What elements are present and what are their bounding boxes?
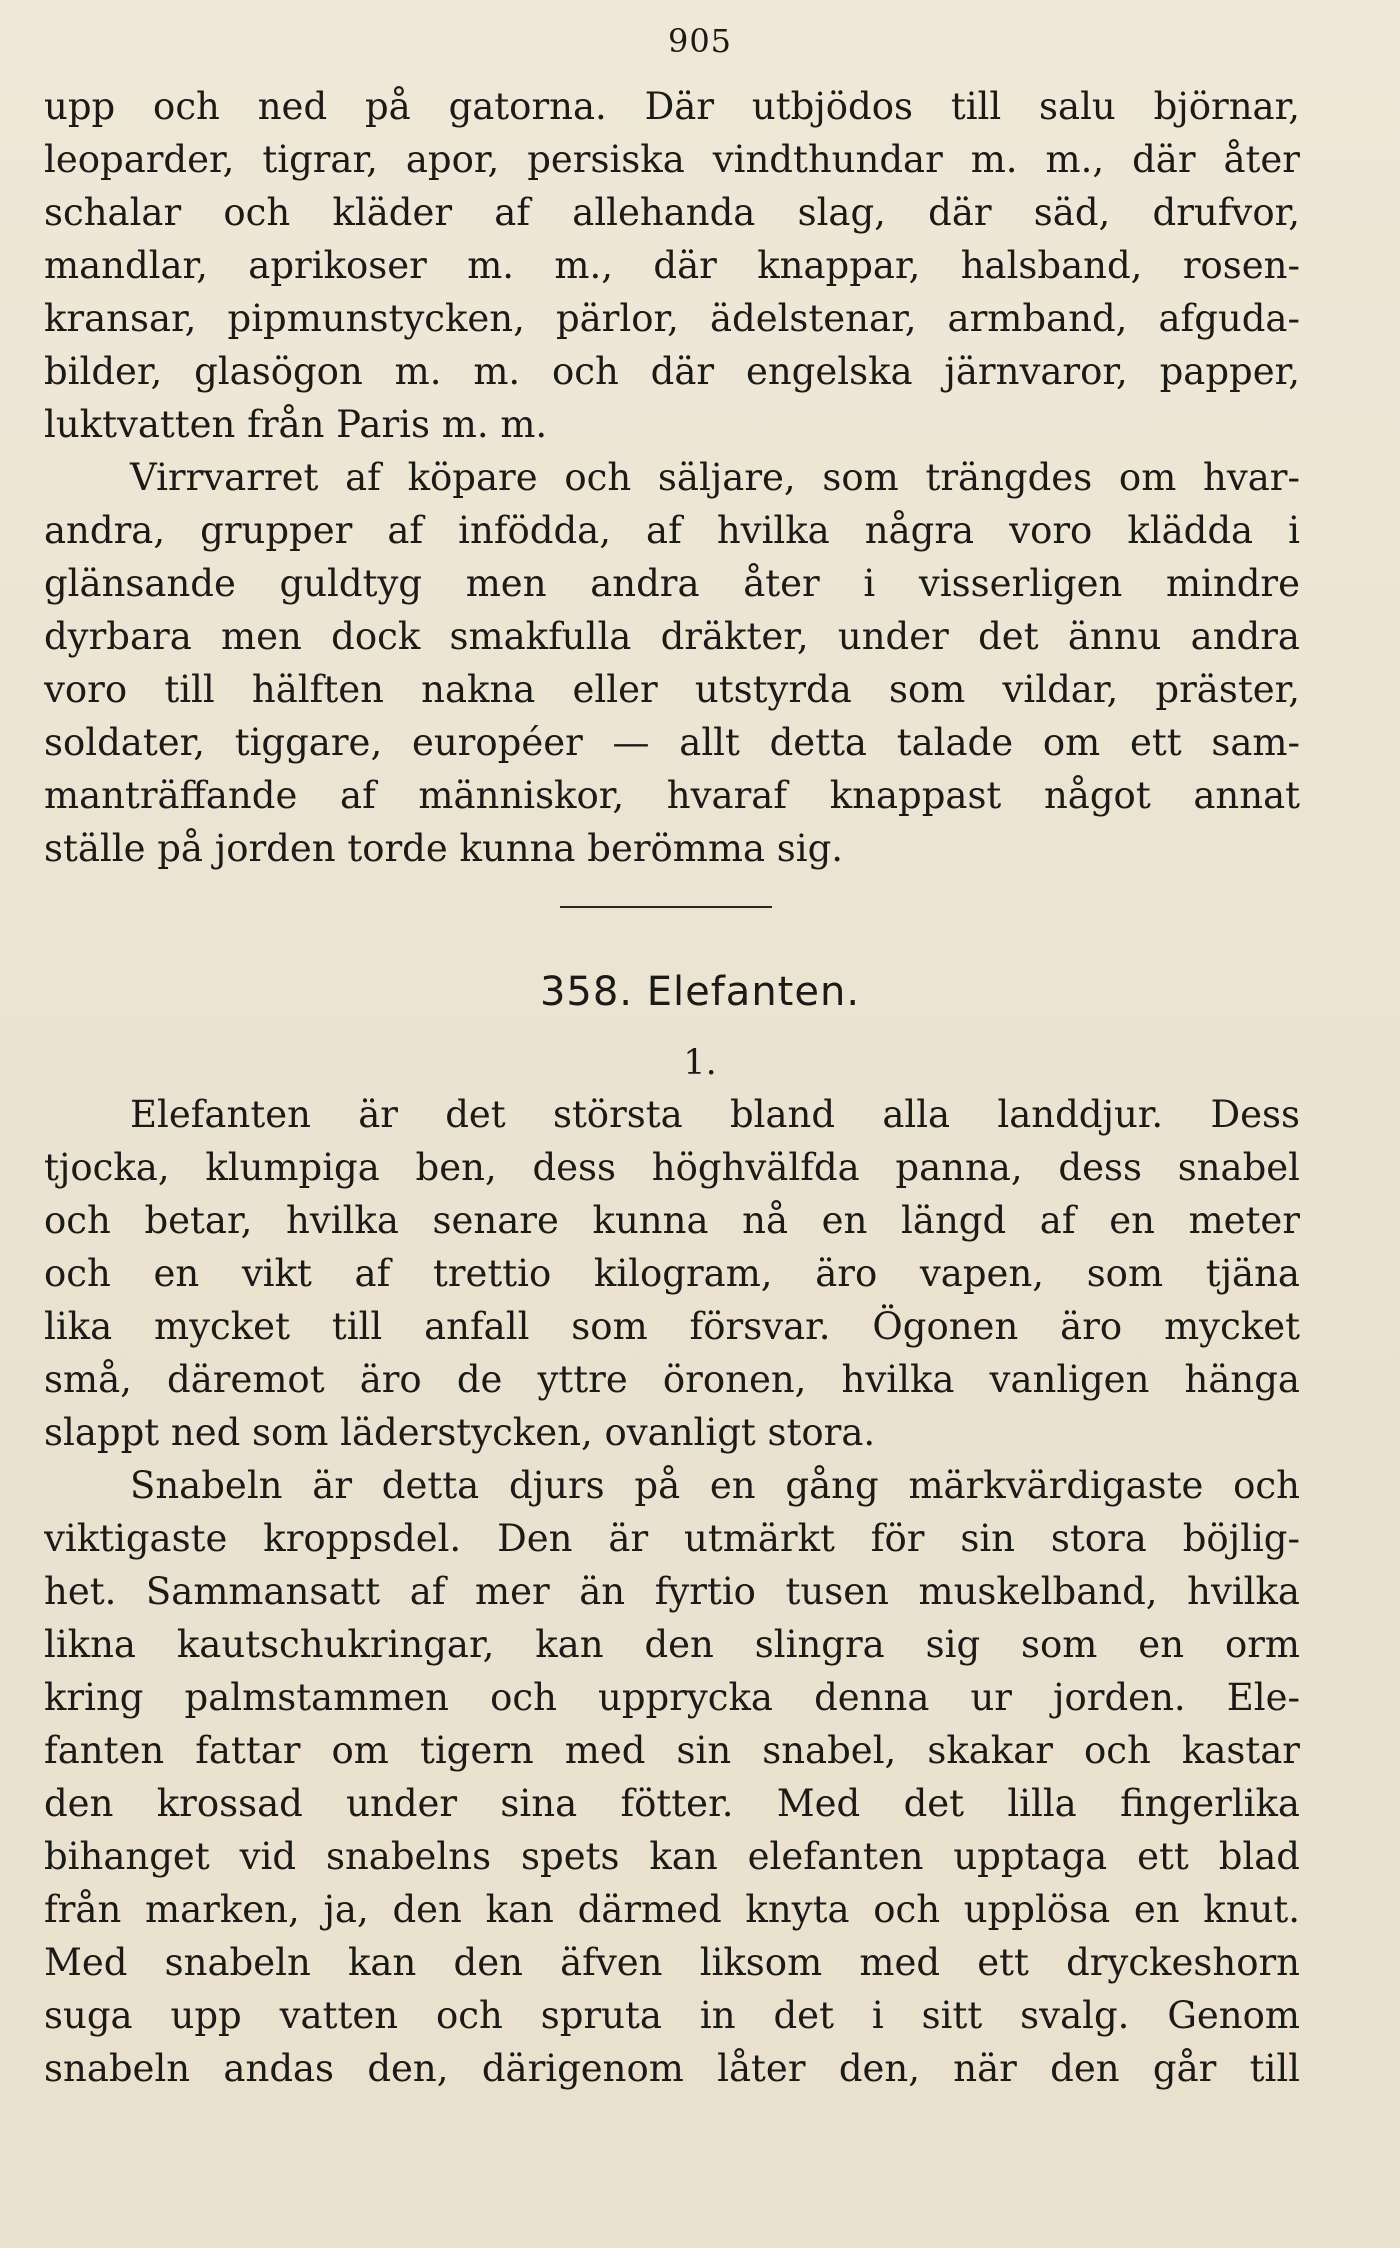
paragraph-market-goods bbox=[44, 80, 1300, 451]
text-line: kring palmstammen och upprycka denna ur jorden. Ele- bbox=[44, 1676, 1300, 1719]
text-line: luktvatten från Paris m. m. bbox=[44, 403, 548, 446]
section-text bbox=[44, 1088, 1300, 2095]
text-line: snabeln andas den, därigenom låter den, när den går till bbox=[44, 2047, 1300, 2090]
paragraph-trunk bbox=[44, 1459, 1300, 2095]
text-line: ställe på jorden torde kunna berömma sig. bbox=[44, 827, 844, 870]
text-line: bilder, glasögon m. m. och där engelska järnvaror, papper, bbox=[44, 350, 1300, 393]
text-line: från marken, ja, den kan därmed knyta och upplösa en knut. bbox=[44, 1888, 1300, 1931]
paragraph-elephant-body bbox=[44, 1088, 1300, 1459]
text-line: suga upp vatten och spruta in det i sitt svalg. Genom bbox=[44, 1994, 1300, 2037]
text-line: likna kautschukringar, kan den slingra sig som en orm bbox=[44, 1623, 1300, 1666]
text-line: och en vikt af trettio kilogram, äro vapen, som tjäna bbox=[44, 1252, 1300, 1295]
text-line: Snabeln är detta djurs på en gång märkvärdigaste och bbox=[130, 1464, 1300, 1507]
text-line: viktigaste kroppsdel. Den är utmärkt för sin stora böjlig- bbox=[44, 1517, 1300, 1560]
text-line: leoparder, tigrar, apor, persiska vindthundar m. m., där åter bbox=[44, 138, 1300, 181]
page-number: 905 bbox=[667, 22, 733, 60]
text-line: upp och ned på gatorna. Där utbjödos till salu björnar, bbox=[44, 85, 1300, 128]
text-line: glänsande guldtyg men andra åter i visserligen mindre bbox=[44, 562, 1300, 605]
section-subheading: 1. bbox=[683, 1043, 717, 1083]
text-line: lika mycket till anfall som försvar. Ögonen äro mycket bbox=[44, 1305, 1300, 1348]
text-line: andra, grupper af infödda, af hvilka några voro klädda i bbox=[44, 509, 1300, 552]
text-line: tjocka, klumpiga ben, dess höghvälfda panna, dess snabel bbox=[44, 1146, 1300, 1189]
text-line: bihanget vid snabelns spets kan elefanten upptaga ett blad bbox=[44, 1835, 1300, 1878]
text-line: mandlar, aprikoser m. m., där knappar, halsband, rosen- bbox=[44, 244, 1300, 287]
text-line: små, däremot äro de yttre öronen, hvilka vanligen hänga bbox=[44, 1358, 1300, 1401]
paragraph-crowd bbox=[44, 451, 1300, 875]
text-line: och betar, hvilka senare kunna nå en längd af en meter bbox=[44, 1199, 1300, 1242]
text-line: fanten fattar om tigern med sin snabel, skakar och kastar bbox=[44, 1729, 1300, 1772]
text-line: slappt ned som läderstycken, ovanligt stora. bbox=[44, 1411, 876, 1454]
section-divider bbox=[560, 906, 772, 908]
text-line: Med snabeln kan den äfven liksom med ett dryckeshorn bbox=[44, 1941, 1300, 1984]
text-line: dyrbara men dock smakfulla dräkter, under det ännu andra bbox=[44, 615, 1300, 658]
text-line: manträffande af människor, hvaraf knappast något annat bbox=[44, 774, 1300, 817]
text-line: het. Sammansatt af mer än fyrtio tusen muskelband, hvilka bbox=[44, 1570, 1300, 1613]
continuation-text bbox=[44, 80, 1300, 875]
text-line: den krossad under sina fötter. Med det lilla fingerlika bbox=[44, 1782, 1300, 1825]
section-heading: 358. Elefanten. bbox=[539, 969, 861, 1015]
text-line: schalar och kläder af allehanda slag, där säd, drufvor, bbox=[44, 191, 1300, 234]
text-line: soldater, tiggare, européer — allt detta talade om ett sam- bbox=[44, 721, 1300, 764]
text-line: Virrvarret af köpare och säljare, som trängdes om hvar- bbox=[130, 456, 1300, 499]
text-line: Elefanten är det största bland alla landdjur. Dess bbox=[130, 1093, 1300, 1136]
text-line: voro till hälften nakna eller utstyrda som vildar, präster, bbox=[44, 668, 1300, 711]
text-line: kransar, pipmunstycken, pärlor, ädelstenar, armband, afguda- bbox=[44, 297, 1300, 340]
